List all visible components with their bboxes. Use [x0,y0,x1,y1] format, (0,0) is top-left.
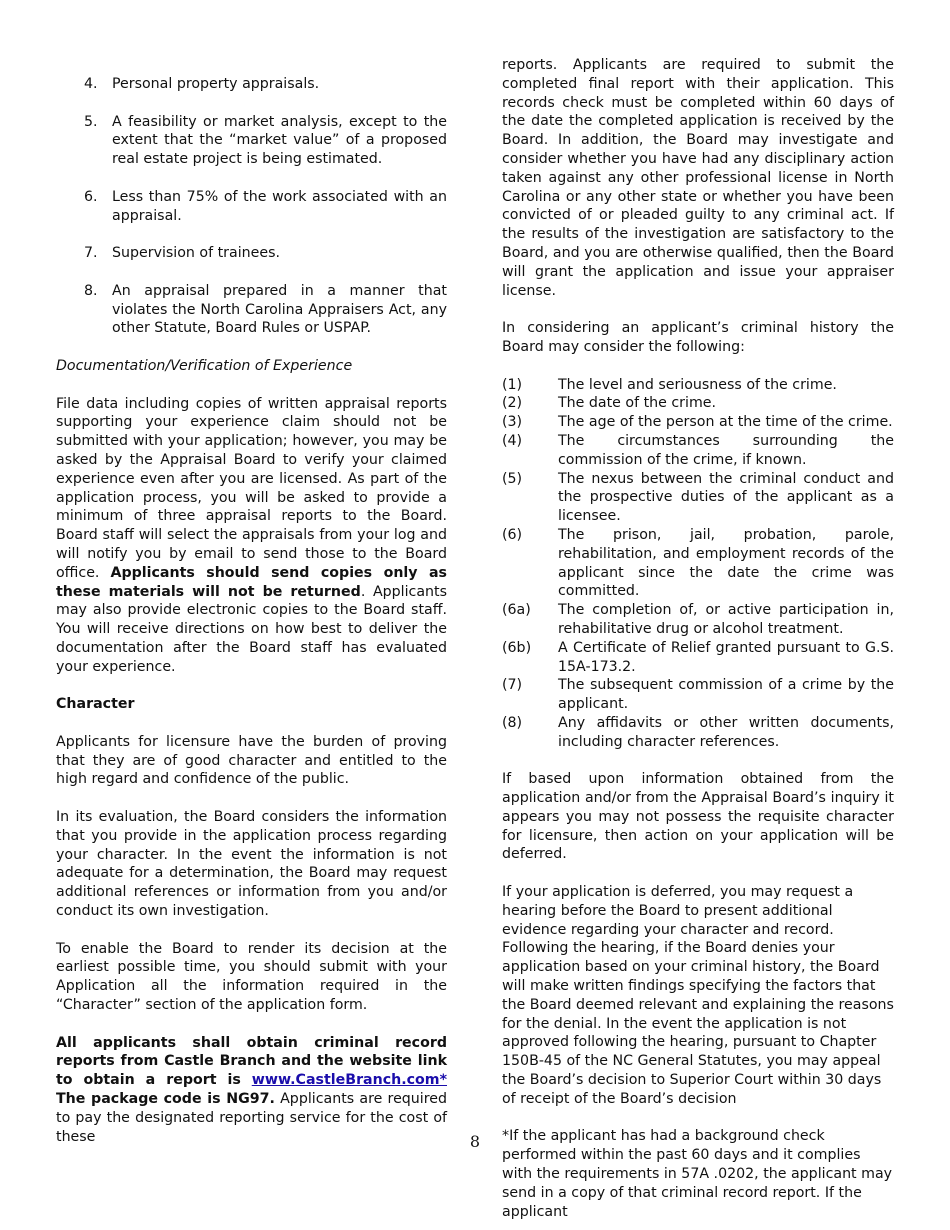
records-check-paragraph: reports. Applicants are required to submit the completed final report with their application. This records check must be completed within 60 days of the date the completed application is received by the Board. In addition, the Board may investigate and consider whether you have had any disciplinary action taken against any other professional license in North Carolina or any other state or whether you have been convicted of or pleaded guilty to any criminal act. If the results of the investigation are satisfactory to the Board, and you are otherwise qualified, then the Board will grant the application and issue your appraiser license. [502,57,894,299]
package-code-text: The package code is NG97. [56,1091,275,1108]
documentation-heading: Documentation/Verification of Experience [56,357,353,374]
criminal-record-text: Applicants are required to pay the designated reporting service for the cost of these [56,1091,447,1145]
criminal-record-bold-a: All applicants shall obtain criminal record reports from Castle Branch and the website link to obtain a report is [56,1034,447,1089]
character-paragraph-3: To enable the Board to render its decision at the earliest possible time, you should submit with your Application all the information required in the “Character” section of the application form. [56,940,447,1014]
list-item-number: 8. [84,282,98,299]
criteria-list [502,376,894,752]
criteria-item [502,394,894,413]
list-item-text: Supervision of trainees. [112,245,280,262]
list-item-number: 7. [84,245,98,262]
list-item-text: A feasibility or market analysis, except to the extent that the “market value” of a proposed real estate project is being estimated. [112,113,447,168]
criteria-number: (6) [502,526,523,543]
criteria-number: (7) [502,677,523,694]
criteria-text: The completion of, or active participation in, rehabilitative drug or alcohol treatment. [558,602,894,637]
list-item-text: Less than 75% of the work associated with an appraisal. [112,188,447,224]
numbered-list [56,75,447,338]
criteria-text: The prison, jail, probation, parole, rehabilitation, and employment records of the applicant since the date the crime was committed. [558,526,894,600]
criteria-text: Any affidavits or other written documents, including character references. [558,714,894,750]
right-column [502,56,894,1221]
criteria-text: The date of the crime. [558,395,717,412]
criteria-number: (1) [502,376,523,393]
criteria-number: (3) [502,414,523,431]
criteria-number: (8) [502,714,523,731]
footnote-paragraph: *If the applicant has had a background check performed within the past 60 days and it complies with the requirements in 57A .0202, the applicant may send in a copy of that criminal record report. If the applicant [502,1128,893,1220]
numbered-list-item [56,244,447,263]
criteria-number: (2) [502,395,523,412]
numbered-list-item [56,188,447,226]
numbered-list-item [56,75,447,94]
page-number: 8 [469,1132,481,1151]
criteria-item [502,470,894,526]
castlebranch-link[interactable]: www.CastleBranch.com* [251,1072,447,1089]
criteria-number: (6b) [502,639,532,656]
criteria-item [502,526,894,601]
documentation-bold-notice: Applicants should send copies only as these materials will not be returned [56,564,447,600]
list-item-number: 4. [84,76,98,92]
criteria-item [502,714,894,752]
numbered-list-item [56,113,447,169]
criteria-number: (4) [502,432,523,449]
criteria-item [502,376,894,395]
criteria-text: The age of the person at the time of the crime. [558,414,893,431]
criteria-item [502,432,894,470]
character-heading: Character [56,696,135,713]
criteria-number: (5) [502,470,523,487]
criteria-item [502,413,894,432]
documentation-paragraph [56,395,447,677]
criteria-text: A Certificate of Relief granted pursuant to G.S. 15A-173.2. [558,639,894,675]
list-item-text: An appraisal prepared in a manner that violates the North Carolina Appraisers Act, any other Statute, Board Rules or USPAP. [112,282,447,337]
criteria-item [502,676,894,714]
numbered-list-item [56,282,447,338]
criteria-item [502,639,894,677]
documentation-text-b: . Applicants may also provide electronic copies to the Board staff. You will receive directions on how best to deliver the documentation after the Board staff has evaluated your experience. [56,583,447,675]
criteria-number: (6a) [502,602,531,619]
hearing-paragraph: If your application is deferred, you may request a hearing before the Board to present additional evidence regarding your character and record. Following the hearing, if the Board denies your application based on your criminal history, the Board will make written findings specifying the factors that the Board deemed relevant and explaining the reasons for the denial. In the event the application is not approved following the hearing, pursuant to Chapter 150B-45 of the NC General Statutes, you may appeal the Board’s decision to Superior Court within 30 days of receipt of the Board’s decision [502,884,894,1107]
list-item-number: 5. [84,113,98,130]
criteria-text: The nexus between the criminal conduct and the prospective duties of the applicant as a licensee. [558,470,894,525]
criteria-text: The circumstances surrounding the commission of the crime, if known. [558,432,894,468]
list-item-number: 6. [84,188,98,205]
deferred-paragraph: If based upon information obtained from the application and/or from the Appraisal Board’s inquiry it appears you may not possess the requisite character for licensure, then action on your application will be deferred. [502,771,894,863]
left-column [56,56,447,1146]
criteria-text: The level and seriousness of the crime. [558,376,837,393]
criteria-text: The subsequent commission of a crime by the applicant. [558,677,894,713]
consider-intro-paragraph: In considering an applicant’s criminal history the Board may consider the following: [502,320,894,355]
character-paragraph-1: Applicants for licensure have the burden of proving that they are of good character and entitled to the high regard and confidence of the public. [56,733,447,788]
criteria-item [502,601,894,639]
list-item-text: Personal property appraisals. [112,76,320,92]
character-paragraph-2: In its evaluation, the Board considers the information that you provide in the application process regarding your character. In the event the information is not adequate for a determination, the Board may request additional references or information from you and/or conduct its own investigation. [56,809,447,920]
documentation-text-a: File data including copies of written appraisal reports supporting your experience claim should not be submitted with your application; however, you may be asked by the Appraisal Board to verify your claimed experience even after you are licensed. As part of the application process, you will be asked to provide a minimum of three appraisal reports to the Board. Board staff will select the appraisals from your log and will notify you by email to send those to the Board office. [56,395,447,581]
criminal-record-paragraph [56,1034,447,1147]
